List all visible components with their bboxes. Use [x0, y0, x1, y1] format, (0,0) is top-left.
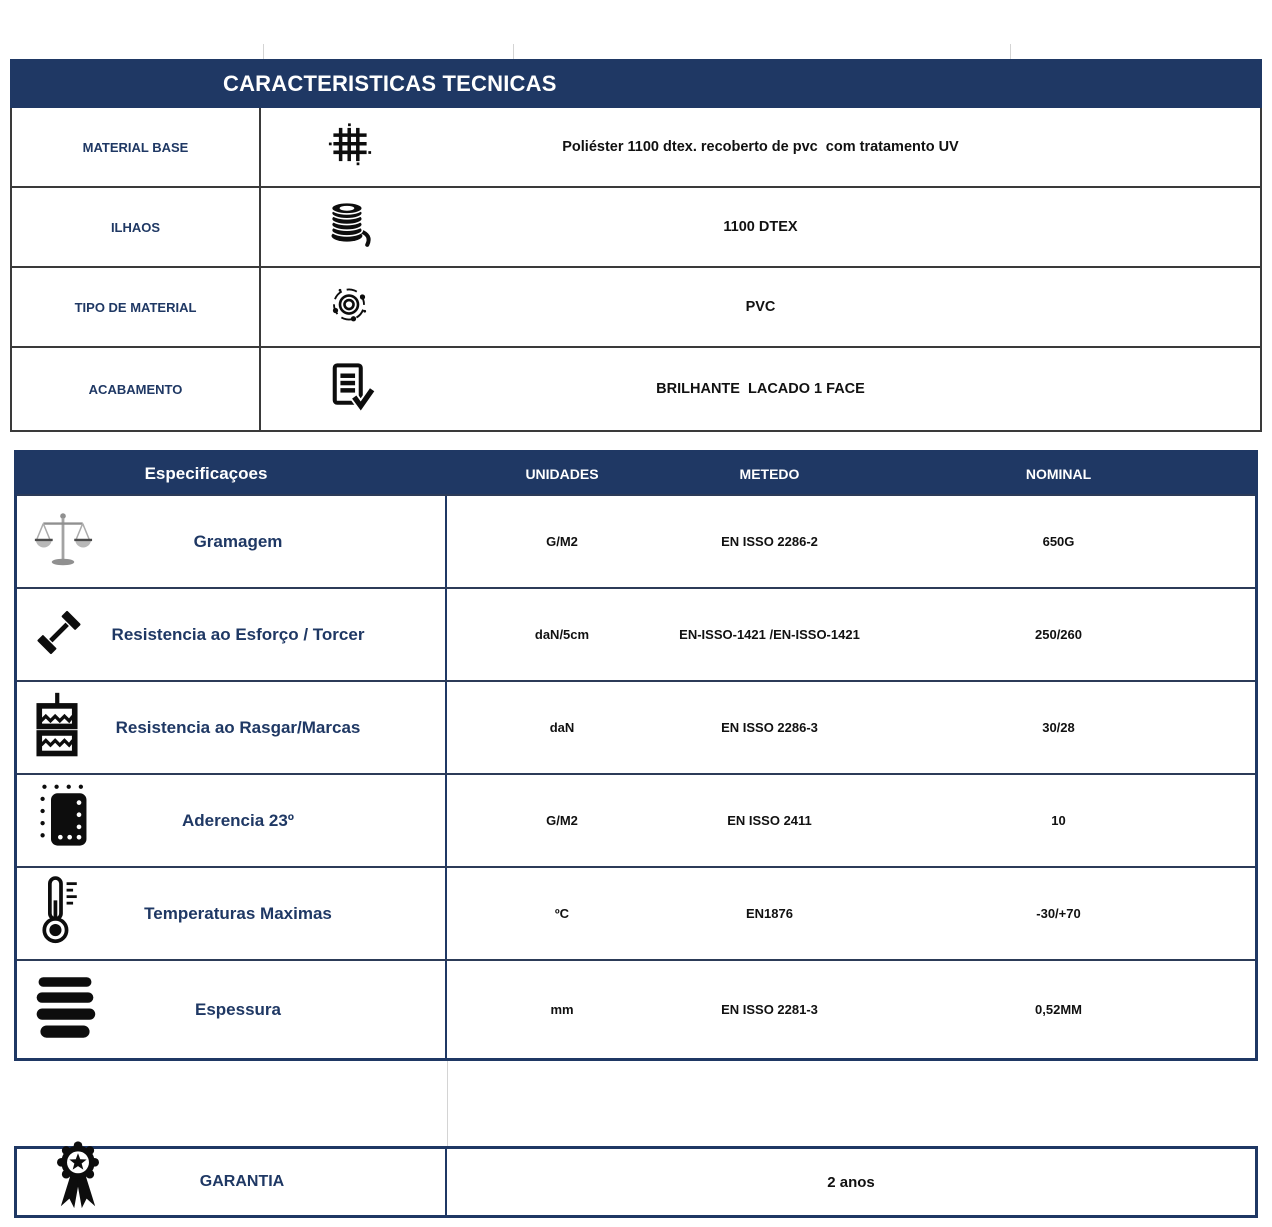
spec-label: Resistencia ao Esforço / Torcer [111, 624, 365, 644]
spec-cell [17, 775, 447, 866]
technical-characteristics-table [10, 59, 1262, 432]
warranty-value: 2 anos [827, 1173, 875, 1191]
units-cell: mm [550, 1002, 574, 1017]
spec-cell [17, 682, 447, 773]
gridline [1010, 44, 1011, 59]
table-row [17, 494, 1255, 587]
table2-header [17, 453, 1255, 494]
row-value: Poliéster 1100 dtex. recoberto de pvc com tratamento UV [562, 139, 959, 155]
units-cell: daN [549, 720, 575, 735]
method-cell: EN-ISSO-1421 /EN-ISSO-1421 [679, 627, 860, 642]
atom-icon [325, 281, 373, 334]
spec-label: Aderencia 23º [181, 810, 295, 830]
tear-icon [29, 690, 85, 765]
adhesion-icon [37, 780, 93, 861]
table-row [17, 680, 1255, 773]
units-cell: ºC [554, 906, 570, 921]
row-label: ILHAOS [12, 188, 261, 266]
table1-header [10, 59, 1262, 108]
table-row [17, 959, 1255, 1058]
table-row [17, 866, 1255, 959]
units-cell: G/M2 [546, 534, 578, 549]
nominal-cell: 250/260 [1035, 627, 1082, 642]
award-ribbon-icon [47, 1138, 109, 1227]
gridline [263, 44, 264, 59]
units-cell: daN/5cm [534, 627, 590, 642]
nominal-cell: 0,52MM [1035, 1002, 1082, 1017]
row-value: PVC [745, 299, 776, 315]
balance-scale-icon [33, 510, 93, 573]
col-header-nominal: NOMINAL [1025, 465, 1092, 482]
nominal-cell: 10 [1051, 813, 1066, 828]
mesh-icon [325, 120, 375, 175]
table-row [12, 108, 1260, 188]
row-label: MATERIAL BASE [12, 108, 261, 186]
nominal-cell: -30/+70 [1036, 906, 1081, 921]
units-cell: G/M2 [546, 813, 578, 828]
table1-title: CARACTERISTICAS TECNICAS [223, 70, 557, 96]
thermometer-icon [35, 873, 87, 954]
row-value: 1100 DTEX [723, 219, 798, 235]
row-content [261, 348, 1260, 430]
row-content [261, 188, 1260, 266]
spec-label: Gramagem [193, 531, 283, 551]
row-value: BRILHANTE LACADO 1 FACE [656, 381, 865, 397]
table-row [17, 587, 1255, 680]
spec-cell [17, 868, 447, 959]
warranty-table [14, 1146, 1258, 1218]
document-check-icon [325, 359, 377, 420]
row-content [261, 268, 1260, 346]
table-row [12, 268, 1260, 348]
spec-cell [17, 589, 447, 680]
method-cell: EN ISSO 2286-3 [721, 720, 818, 735]
table1-body [10, 108, 1262, 432]
col-header-spec: Especificaçoes [144, 463, 268, 483]
spec-label: Resistencia ao Rasgar/Marcas [115, 717, 361, 737]
warranty-label-cell [17, 1149, 447, 1215]
table-row [12, 348, 1260, 430]
spec-label: Temperaturas Maximas [144, 903, 332, 923]
row-label: ACABAMENTO [12, 348, 261, 430]
method-cell: EN ISSO 2281-3 [721, 1002, 818, 1017]
method-cell: EN ISSO 2286-2 [721, 534, 818, 549]
col-header-units: UNIDADES [525, 465, 599, 482]
gridline [447, 1061, 448, 1146]
method-cell: EN1876 [746, 906, 793, 921]
spec-label: Espessura [195, 999, 281, 1019]
col-header-method: METEDO [739, 465, 800, 482]
layers-icon [31, 971, 99, 1048]
method-cell: EN ISSO 2411 [727, 813, 812, 828]
nominal-cell: 650G [1042, 534, 1075, 549]
spool-icon [325, 197, 377, 258]
specifications-table [14, 450, 1258, 1061]
nominal-cell: 30/28 [1042, 720, 1075, 735]
row-content [261, 108, 1260, 186]
gridline [513, 44, 514, 59]
dumbbell-icon [31, 604, 87, 665]
table-row [17, 773, 1255, 866]
table-row [12, 188, 1260, 268]
spec-cell [17, 961, 447, 1058]
warranty-label: GARANTIA [199, 1173, 285, 1190]
row-label: TIPO DE MATERIAL [12, 268, 261, 346]
spec-cell [17, 496, 447, 587]
